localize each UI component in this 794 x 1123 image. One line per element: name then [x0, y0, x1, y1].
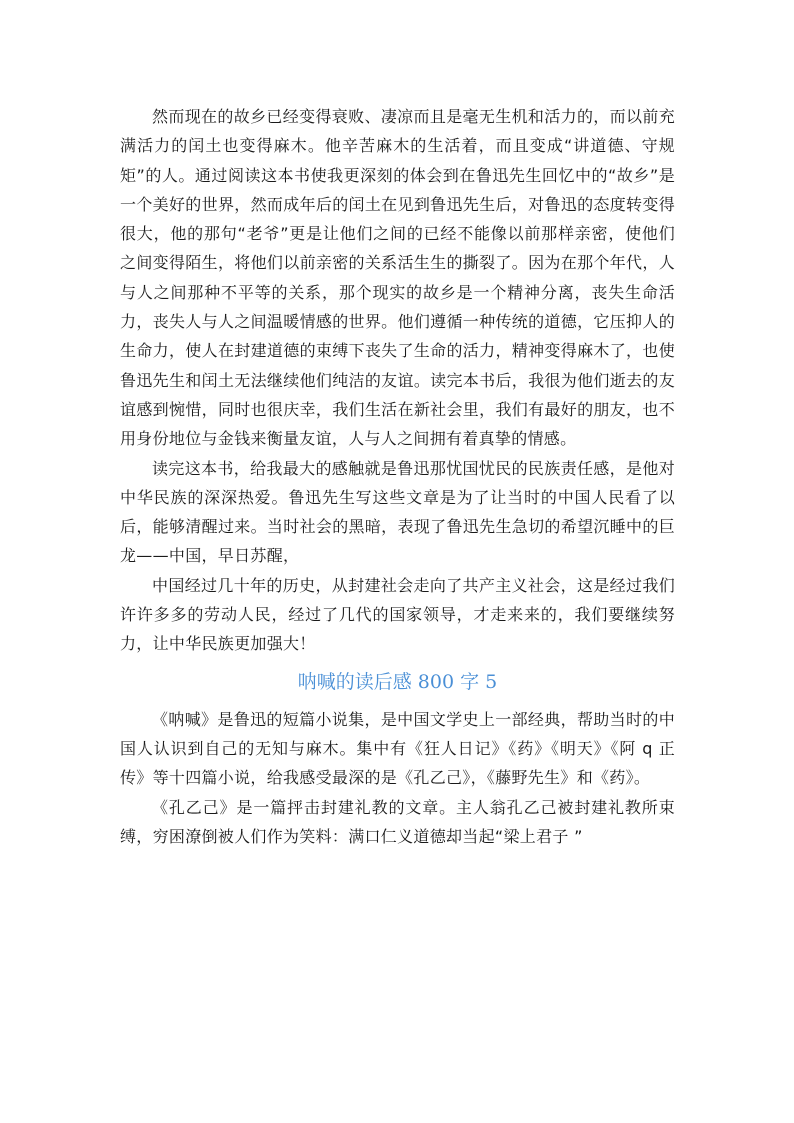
document-body [120, 102, 675, 851]
paragraph: 然而现在的故乡已经变得衰败、凄凉而且是毫无生机和活力的，而以前充满活力的闰土也变得麻木。他辛苦麻木的生活着，而且变成“讲道德、守规矩”的人。通过阅读这本书使我更深刻的体会到在鲁迅先生回忆中的“故乡”是一个美好的世界，然而成年后的闰土在见到鲁迅先生后，对鲁迅的态度转变得很大，他的那句“老爷”更是让他们之间的已经不能像以前那样亲密，使他们之间变得陌生，将他们以前亲密的关系活生生的撕裂了。因为在那个年代，人与人之间那种不平等的关系，那个现实的故乡是一个精神分离，丧失生命活力，丧失人与人之间温暖情感的世界。他们遵循一种传统的道德，它压抑人的生命力，使人在封建道德的束缚下丧失了生命的活力，精神变得麻木了，也使鲁迅先生和闰土无法继续他们纯洁的友谊。读完本书后，我很为他们逝去的友谊感到惋惜，同时也很庆幸，我们生活在新社会里，我们有最好的朋友，也不用身份地位与金钱来衡量友谊，人与人之间拥有着真挚的情感。 [120, 107, 675, 449]
paragraph: 《孔乙己》是一篇抨击封建礼教的文章。主人翁孔乙己被封建礼教所束缚，穷困潦倒被人们作为笑料：满口仁义道德却当起“梁上君子 ” [120, 797, 675, 846]
paragraph: 《呐喊》是鲁迅的短篇小说集，是中国文学史上一部经典，帮助当时的中国人认识到自己的无知与麻木。集中有《狂人日记》《药》《明天》《阿 q 正传》等十四篇小说，给我感受最深的是《孔乙己》，《藤野先生》和《药》。 [120, 709, 675, 788]
paragraph: 读完这本书，给我最大的感触就是鲁迅那忧国忧民的民族责任感，是他对中华民族的深深热爱。鲁迅先生写这些文章是为了让当时的中国人民看了以后，能够清醒过来。当时社会的黑暗，表现了鲁迅先生急切的希望沉睡中的巨龙——中国，早日苏醒， [120, 458, 675, 566]
section-title: 呐喊的读后感 800 字 5 [297, 670, 498, 693]
paragraph: 中国经过几十年的历史，从封建社会走向了共产主义社会，这是经过我们许许多多的劳动人民，经过了几代的国家领导，才走来来的，我们要继续努力，让中华民族更加强大！ [120, 575, 675, 654]
